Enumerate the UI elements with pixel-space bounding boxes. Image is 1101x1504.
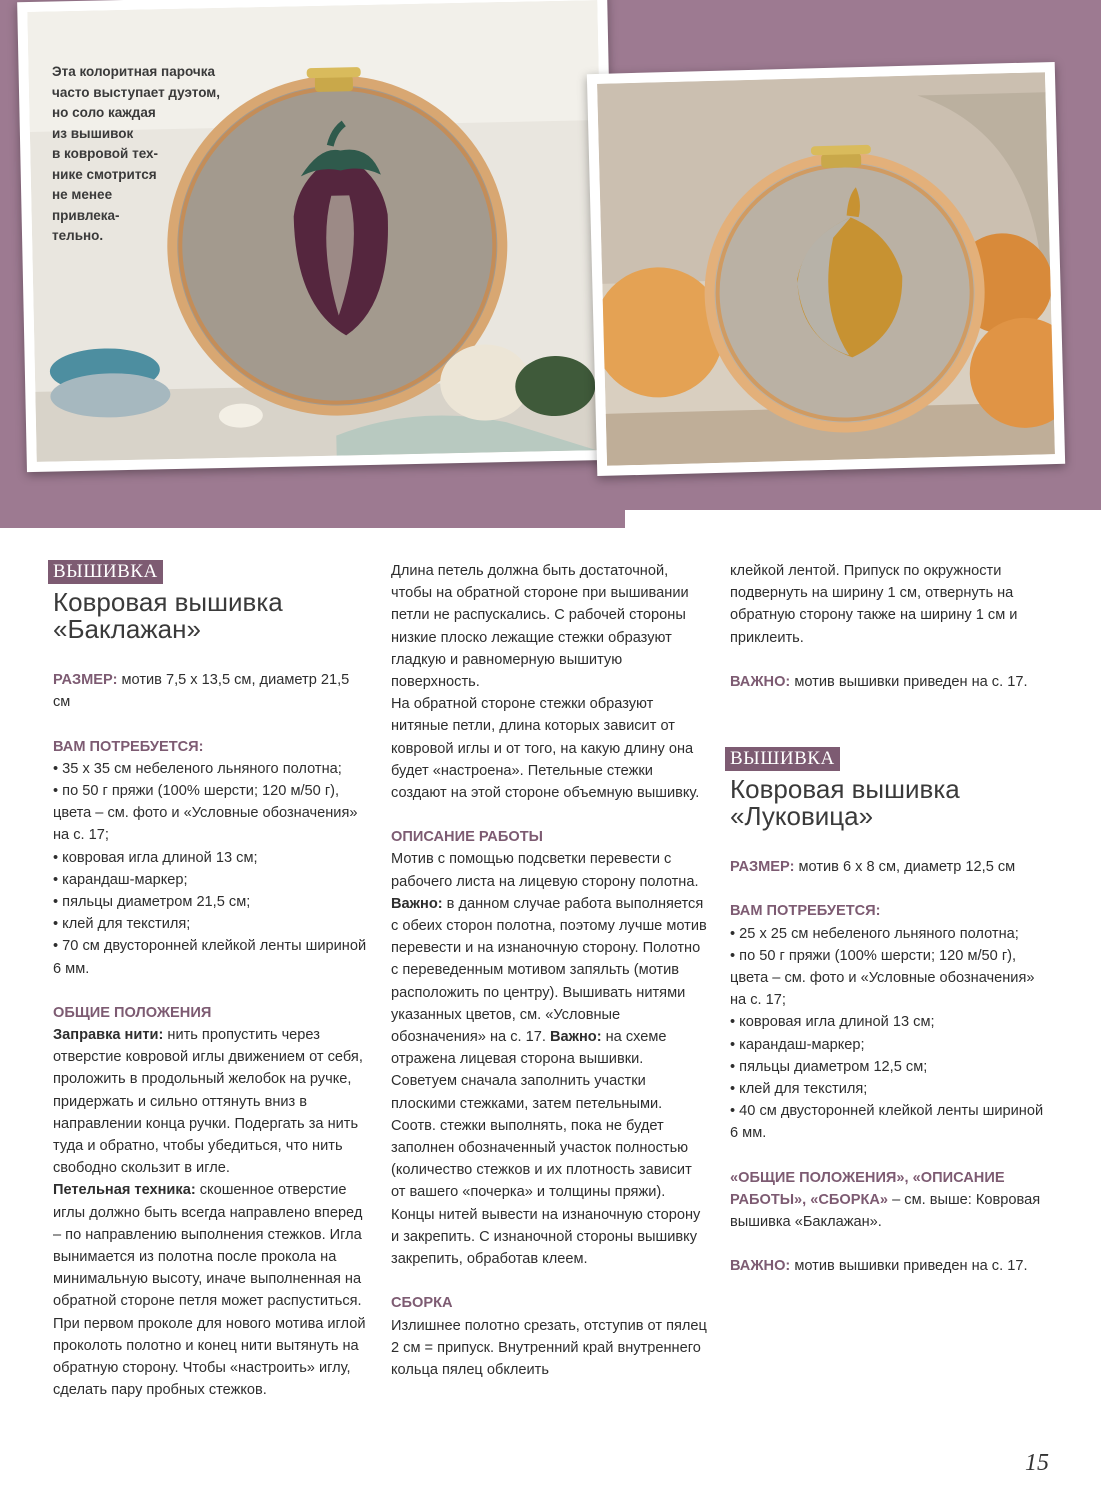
- materials-heading: ВАМ ПОТРЕБУЕТСЯ:: [730, 903, 881, 920]
- materials-heading: ВАМ ПОТРЕБУЕТСЯ:: [53, 738, 204, 755]
- important-text: мотив вышивки приведен на с. 17.: [790, 1258, 1028, 1275]
- list-item: • карандаш-маркер;: [53, 871, 188, 888]
- onion-photo-art: [597, 72, 1055, 466]
- list-item: • ковровая игла длиной 13 см;: [730, 1014, 935, 1031]
- list-item: • карандаш-маркер;: [730, 1036, 865, 1053]
- loop-paragraph: [53, 1179, 370, 1401]
- thread-label: Заправка нити:: [53, 1027, 164, 1044]
- list-item: • клей для текстиля;: [730, 1081, 868, 1098]
- description-heading: ОПИСАНИЕ РАБОТЫ: [391, 829, 543, 846]
- description-text: на схеме отражена лицевая сторона вышивки. Советуем сначала заполнить участки плоскими стежками, затем петельными. Соотв. стежки выполнять, пока не будет заполнен обозначенный участок полностью (количество стежков и их плотность зависит от вашего «почерка» и толщины пряжи). Концы нитей вывести на изнаночную сторону и закрепить. С изнаночной стороны вышивку закрепить, обработав клеем.: [391, 1029, 701, 1268]
- general-heading: ОБЩИЕ ПОЛОЖЕНИЯ: [53, 1004, 212, 1021]
- paragraph: На обратной стороне стежки образуют нитяные петли, длина которых зависит от ковровой иглы и от того, на какую длину она будет «настроена». Петельные стежки создают на этой стороне объемную вышивку.: [391, 696, 700, 802]
- article-title-eggplant: Ковровая вышивка «Баклажан»: [53, 587, 283, 645]
- important-label: Важно:: [391, 895, 443, 912]
- list-item: • 35 х 35 см небеленого льняного полотна;: [53, 760, 342, 777]
- size-text: мотив 7,5 х 13,5 см, диаметр 21,5 см: [53, 672, 350, 711]
- list-item: • пяльцы диаметром 21,5 см;: [53, 894, 251, 911]
- section-badge: ВЫШИВКА: [725, 747, 840, 771]
- important-paragraph: [730, 671, 1045, 693]
- photo-onion-embroidery: [587, 62, 1065, 476]
- list-item: • по 50 г пряжи (100% шерсти; 120 м/50 г), цвета – см. фото и «Условные обозначения» на с. 17;: [53, 783, 358, 844]
- article-title-onion: Ковровая вышивка «Луковица»: [730, 774, 960, 832]
- photo-caption: Эта колоритная парочка часто выступает дуэтом, но соло каждая из вышивок в ковровой тех- нике смотрится не менее привлека- тельно.: [52, 64, 221, 243]
- important-label: ВАЖНО:: [730, 1258, 791, 1275]
- list-item: • 25 х 25 см небеленого льняного полотна;: [730, 925, 1019, 942]
- column-left: [48, 560, 370, 1402]
- reference-text: – см. выше: Ковровая вышивка «Баклажан».: [730, 1191, 1041, 1231]
- list-item: • 70 см двусторонней клейкой ленты шириной 6 мм.: [53, 938, 367, 977]
- reference-paragraph: [730, 1167, 1045, 1234]
- mauve-background-strip: [0, 510, 625, 528]
- assembly-heading: СБОРКА: [391, 1295, 453, 1312]
- description-text: в данном случае работа выполняется с обеих сторон полотна, поэтому лучше мотив перевести и на изнаночную сторону. Полотно с переведенным мотивом запяльть (мотив расположить по центру). Вышивать нитями указанных цветов, см. «Условные обозначения» на с. 17.: [391, 895, 707, 1046]
- thread-paragraph: [53, 1024, 370, 1179]
- important-label: Важно:: [549, 1029, 602, 1046]
- list-item: • 40 см двусторонней клейкой ленты шириной 6 мм.: [730, 1103, 1044, 1142]
- description-paragraph: [391, 848, 709, 1270]
- section-badge: ВЫШИВКА: [48, 560, 163, 584]
- description-text: Мотив с помощью подсветки перевести с рабочего листа на лицевую сторону полотна.: [391, 851, 699, 890]
- size-label: РАЗМЕР:: [730, 859, 795, 876]
- assembly-paragraph: Излишнее полотно срезать, отступив от пялец 2 см = припуск. Внутренний край внутреннего кольца пялец обклеить: [391, 1317, 707, 1378]
- thread-text: нить пропустить через отверстие ковровой иглы движением от себя, проложить в продольный желобок на ручке, придержать и сильно оттянуть вниз в направлении конца ручки. Подергать за нить туда и обратно, чтобы убедиться, что нить свободно скользит в игле.: [53, 1027, 363, 1177]
- list-item: • пяльцы диаметром 12,5 см;: [730, 1058, 928, 1075]
- size-label: РАЗМЕР:: [53, 672, 118, 689]
- paragraph: клейкой лентой. Припуск по окружности подвернуть на ширину 1 см, отвернуть на обратную сторону также на ширину 1 см и приклеить.: [730, 563, 1018, 646]
- column-middle: [391, 560, 709, 1381]
- size-text: мотив 6 х 8 см, диаметр 12,5 см: [794, 859, 1016, 876]
- important-paragraph: [730, 1255, 1045, 1277]
- column-right: [725, 560, 1045, 1277]
- important-label: ВАЖНО:: [730, 673, 791, 690]
- list-item: • по 50 г пряжи (100% шерсти; 120 м/50 г), цвета – см. фото и «Условные обозначения» на с. 17;: [730, 947, 1035, 1009]
- loop-label: Петельная техника:: [53, 1182, 196, 1199]
- loop-text: скошенное отверстие иглы должно быть всегда направлено вперед – по направлению выполнения стежков. Игла вынимается из полотна после прокола на минимальную высоту, иначе выполненная на обратной стороне петля может распуститься. При первом проколе для нового мотива иглой проколоть полотно и конец нити вытянуть на обратную сторону. Чтобы «настроить» иглу, сделать пару пробных стежков.: [53, 1182, 366, 1399]
- list-item: • ковровая игла длиной 13 см;: [53, 849, 258, 866]
- reference-label: «ОБЩИЕ ПОЛОЖЕНИЯ», «ОПИСАНИЕ РАБОТЫ», «СБОРКА»: [730, 1169, 1005, 1208]
- important-text: мотив вышивки приведен на с. 17.: [790, 673, 1028, 690]
- size-paragraph: [48, 669, 370, 713]
- size-paragraph: [730, 856, 1045, 878]
- page-number: 15: [1025, 1450, 1049, 1476]
- list-item: • клей для текстиля;: [53, 916, 191, 933]
- paragraph: Длина петель должна быть достаточной, чтобы на обратной стороне при вышивании петли не распускались. С рабочей стороны низкие плоско лежащие стежки образуют гладкую и равномерную вышитую поверхность.: [391, 563, 689, 691]
